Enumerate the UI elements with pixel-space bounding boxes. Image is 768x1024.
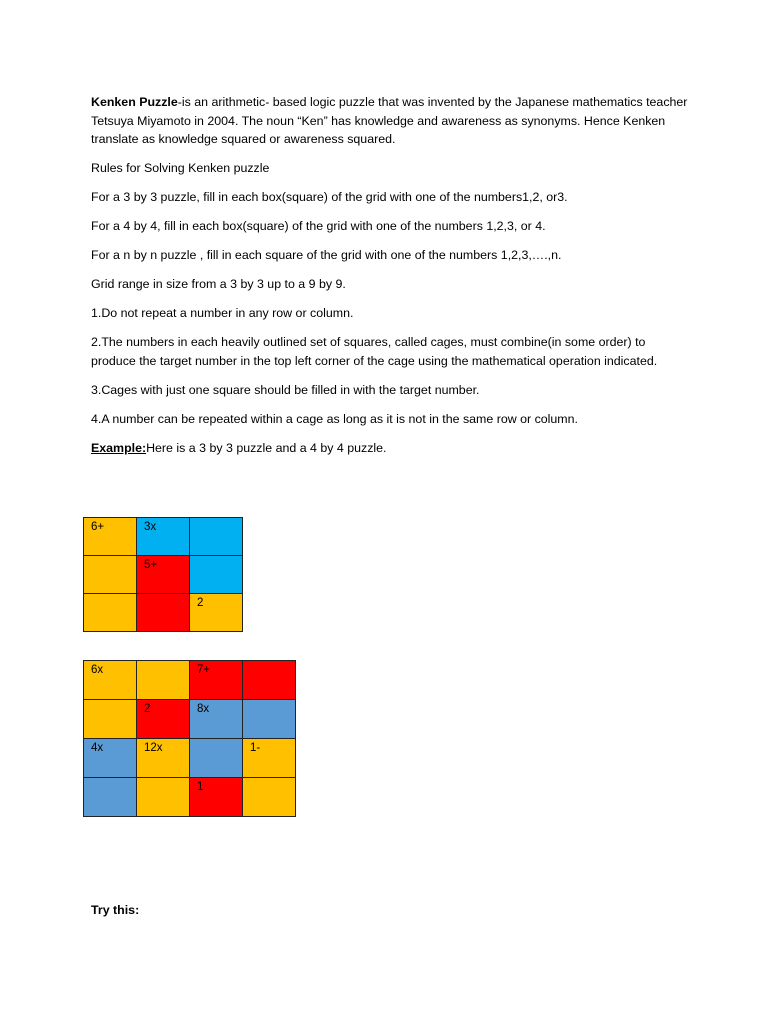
grid-cell	[84, 518, 137, 556]
grid-cell	[190, 700, 243, 739]
grid-cell	[190, 594, 243, 632]
try-this-label: Try this:	[91, 903, 140, 917]
cage-clue: 1	[197, 781, 204, 793]
rule-line: 1.Do not repeat a number in any row or column.	[91, 306, 354, 321]
grid-cell	[190, 661, 243, 700]
cage-clue: 6x	[91, 664, 104, 676]
grid-cell	[137, 700, 190, 739]
grid-cell	[84, 700, 137, 739]
grid-cell	[84, 778, 137, 817]
cage-clue: 1-	[250, 742, 261, 754]
grid-cell	[137, 594, 190, 632]
intro-title: Kenken Puzzle	[91, 95, 178, 109]
kenken-4x4-grid	[83, 660, 296, 817]
grid-cell	[190, 556, 243, 594]
intro-text: -is an arithmetic- based logic puzzle that was invented by the Japanese mathematics teacher Tetsuya Miyamoto in 2004. The noun “Ken” has knowledge and awareness as synonyms. Hence Kenken translate as knowledge squared or awareness squared.	[91, 95, 688, 147]
grid-cell	[84, 739, 137, 778]
rule-line: 4.A number can be repeated within a cage as long as it is not in the same row or column.	[91, 412, 578, 427]
grid-cell	[84, 556, 137, 594]
grid-cell	[84, 594, 137, 632]
grid-row	[84, 700, 296, 739]
cage-clue: 6+	[91, 521, 105, 533]
grid-row	[84, 778, 296, 817]
grid-cell	[243, 778, 296, 817]
example-label: Example:	[91, 441, 147, 456]
cage-clue: 2	[144, 703, 151, 715]
rule-line: 2.The numbers in each heavily outlined set of squares, called cages, must combine(in some order) to produce the target number in the top left corner of the cage using the mathematical operation indicated.	[91, 335, 658, 368]
intro-paragraph	[91, 93, 691, 149]
grid-row	[84, 661, 296, 700]
cage-clue: 5+	[144, 559, 158, 571]
grid-row	[84, 594, 243, 632]
rule-line: 3.Cages with just one square should be filled in with the target number.	[91, 383, 480, 398]
grid-cell	[137, 518, 190, 556]
cage-clue: 12x	[144, 742, 163, 754]
rule-line: Grid range in size from a 3 by 3 up to a 9 by 9.	[91, 277, 346, 292]
grid-row	[84, 739, 296, 778]
rule-line: For a 4 by 4, fill in each box(square) of the grid with one of the numbers 1,2,3, or 4.	[91, 218, 546, 233]
grid-cell	[137, 739, 190, 778]
rules-heading: Rules for Solving Kenken puzzle	[91, 160, 270, 175]
cage-clue: 3x	[144, 521, 157, 533]
grid-cell	[137, 556, 190, 594]
rule-line: For a 3 by 3 puzzle, fill in each box(square) of the grid with one of the numbers1,2, or3.	[91, 189, 568, 204]
grid-cell	[190, 778, 243, 817]
grid-cell	[243, 739, 296, 778]
grid-cell	[137, 778, 190, 817]
example-text: Here is a 3 by 3 puzzle and a 4 by 4 puzzle.	[146, 441, 387, 456]
cage-clue: 2	[197, 597, 204, 609]
rule-line: For a n by n puzzle , fill in each square of the grid with one of the numbers 1,2,3,….,n.	[91, 248, 562, 263]
text-block	[91, 93, 691, 468]
grid-cell	[243, 700, 296, 739]
example-line	[91, 439, 691, 458]
cage-clue: 7+	[197, 664, 211, 676]
grid-cell	[243, 661, 296, 700]
cage-clue: 8x	[197, 703, 210, 715]
grid-cell	[84, 661, 137, 700]
kenken-3x3-grid	[83, 517, 243, 632]
grid-cell	[190, 739, 243, 778]
grid-cell	[190, 518, 243, 556]
grid-cell	[137, 661, 190, 700]
grid-row	[84, 518, 243, 556]
grid-row	[84, 556, 243, 594]
cage-clue: 4x	[91, 742, 104, 754]
